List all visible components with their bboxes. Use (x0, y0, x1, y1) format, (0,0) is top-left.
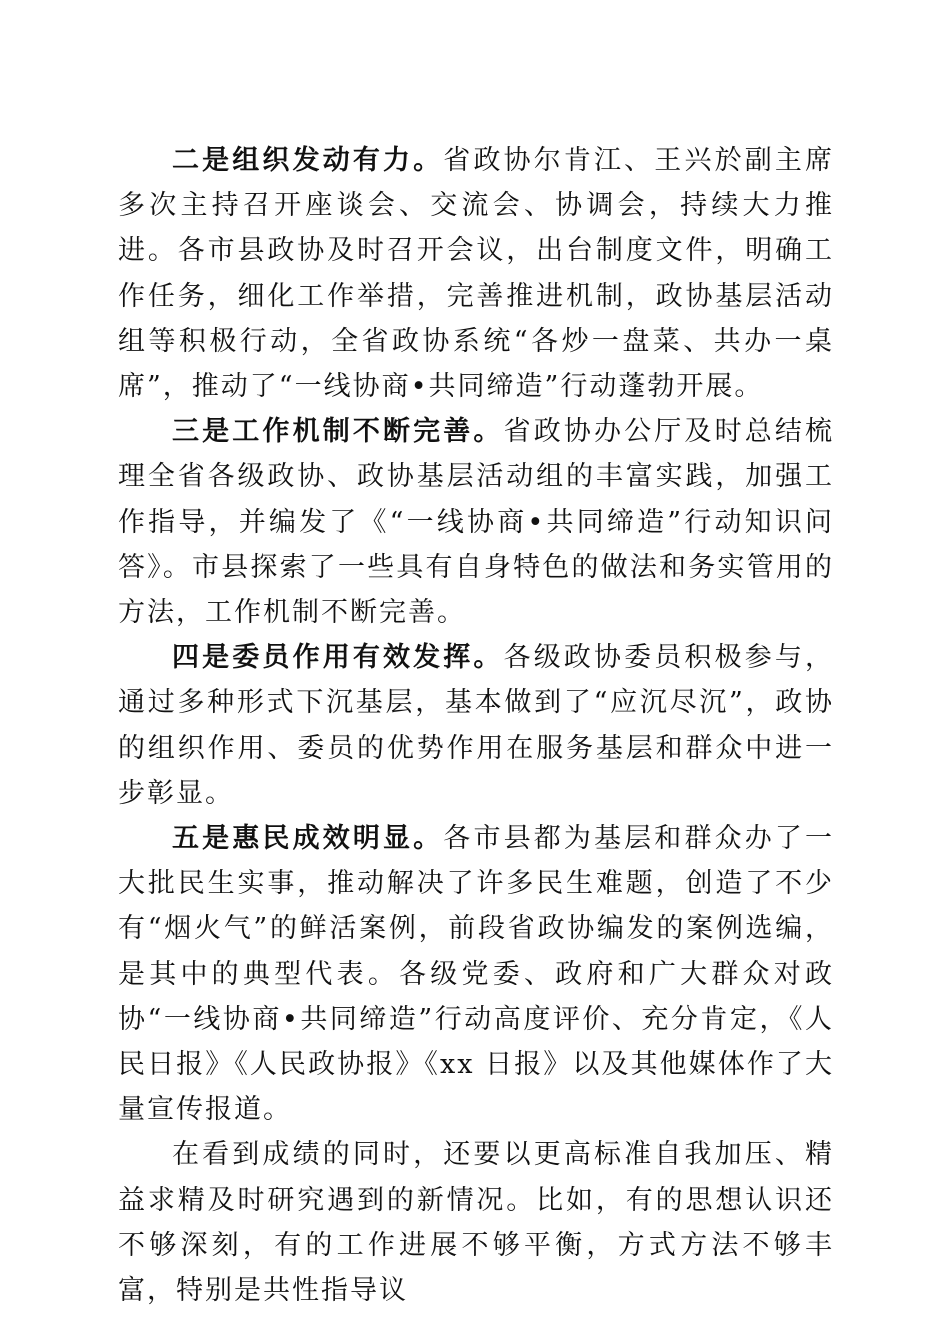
paragraph-mechanism (118, 409, 834, 635)
paragraph-text: 各级政协委员积极参与，通过多种形式下沉基层，基本做到了“应沉尽沉”，政协的组织作用、委员的优势作用在服务基层和群众中进一步彰显。 (118, 642, 835, 809)
paragraph-shortcomings (118, 1132, 834, 1313)
document-body (118, 138, 834, 1313)
paragraph-lead: 二是组织发动有力。 (172, 145, 444, 176)
paragraph-benefits (118, 816, 834, 1132)
paragraph-lead: 三是工作机制不断完善。 (172, 416, 504, 448)
paragraph-text: 省政协尔肯江、王兴於副主席多次主持召开座谈会、交流会、协调会，持续大力推进。各市县政协及时召开会议，出台制度文件，明确工作任务，细化工作举措，完善推进机制，政协基层活动组等积极行动，全省政协系统“各炒一盘菜、共办一桌席”，推动了“一线协商•共同缔造”行动蓬勃开展。 (118, 145, 835, 403)
paragraph-lead: 四是委员作用有效发挥。 (172, 642, 504, 674)
paragraph-text: 各市县都为基层和群众办了一大批民生实事，推动解决了许多民生难题，创造了不少有“烟火气”的鲜活案例，前段省政协编发的案例选编，是其中的典型代表。各级党委、政府和广大群众对政协“一线协商•共同缔造”行动高度评价、充分肯定，《人民日报》《人民政协报》《xx 日报》以及其他媒体作了大量宣传报道。 (118, 823, 835, 1126)
paragraph-organization (118, 138, 834, 409)
paragraph-members (118, 635, 834, 816)
paragraph-text: 在看到成绩的同时，还要以更高标准自我加压、精益求精及时研究遇到的新情况。比如，有的思想认识还不够深刻，有的工作进展不够平衡，方式方法不够丰富，特别是共性指导议 (118, 1139, 834, 1307)
paragraph-text: 省政协办公厅及时总结梳理全省各级政协、政协基层活动组的丰富实践，加强工作指导，并编发了《“一线协商•共同缔造”行动知识问答》。市县探索了一些具有自身特色的做法和务实管用的方法，工作机制不断完善。 (118, 416, 835, 629)
paragraph-lead: 五是惠民成效明显。 (172, 823, 444, 855)
